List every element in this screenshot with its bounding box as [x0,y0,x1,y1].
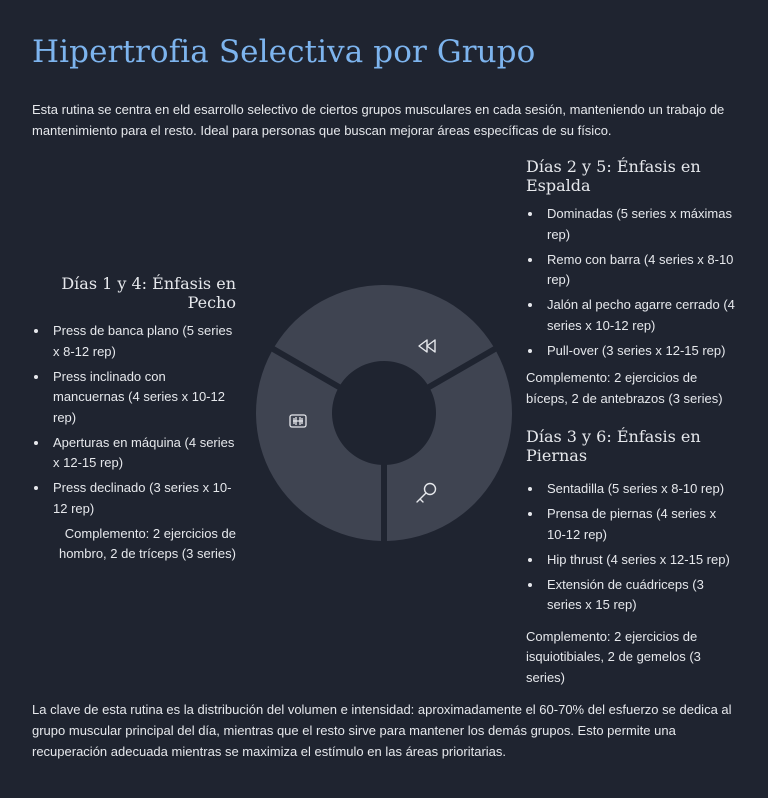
section-heading: Días 2 y 5: Énfasis en Espalda [526,157,701,195]
list-item: Hip thrust (4 series x 12-15 rep) [526,550,736,571]
list-item: Press inclinado con mancuernas (4 series x 10-12 rep) [32,367,236,429]
section-legs [526,427,736,688]
section-heading: Días 3 y 6: Énfasis en Piernas [526,427,701,465]
donut-diagram [256,285,512,541]
donut-segment [387,352,512,541]
list-item: Dominadas (5 series x máximas rep) [526,204,736,245]
section-chest [32,274,236,565]
list-item: Aperturas en máquina (4 series x 12-15 rep) [32,433,236,474]
donut-segment [256,352,381,541]
list-item: Extensión de cuádriceps (3 series x 15 rep) [526,575,736,616]
closing-paragraph: La clave de esta rutina es la distribución del volumen e intensidad: aproximadamente el 60-70% del esfuerzo se dedica al grupo muscular principal del día, mientras que el resto sirve para mantener los demás grupos. Esto permite una recuperación adecuada mientras se maximiza el estímulo en las áreas prioritarias. [32,702,732,759]
exercise-list [526,204,736,361]
section-heading: Días 1 y 4: Énfasis en Pecho [61,274,236,312]
donut-segment [275,285,494,384]
exercise-list [32,321,236,519]
complement-text: Complemento: 2 ejercicios de bíceps, 2 de antebrazos (3 series) [526,370,723,406]
list-item: Jalón al pecho agarre cerrado (4 series x 10-12 rep) [526,295,736,336]
list-item: Pull-over (3 series x 12-15 rep) [526,341,736,362]
list-item: Press declinado (3 series x 10-12 rep) [32,478,236,519]
list-item: Press de banca plano (5 series x 8-12 rep) [32,321,236,362]
page-title: Hipertrofia Selectiva por Grupo [32,34,536,70]
complement-text: Complemento: 2 ejercicios de isquiotibiales, 2 de gemelos (3 series) [526,628,701,685]
complement-text: Complemento: 2 ejercicios de hombro, 2 de tríceps (3 series) [58,525,236,561]
exercise-list [526,479,736,616]
list-item: Remo con barra (4 series x 8-10 rep) [526,250,736,291]
intro-paragraph: Esta rutina se centra en eld esarrollo selectivo de ciertos grupos musculares en cada sesión, manteniendo un trabajo de mantenimiento para el resto. Ideal para personas que buscan mejorar áreas específicas de su físico. [32,102,725,138]
list-item: Sentadilla (5 series x 8-10 rep) [526,479,736,500]
section-back [526,157,736,409]
list-item: Prensa de piernas (4 series x 10-12 rep) [526,504,736,545]
